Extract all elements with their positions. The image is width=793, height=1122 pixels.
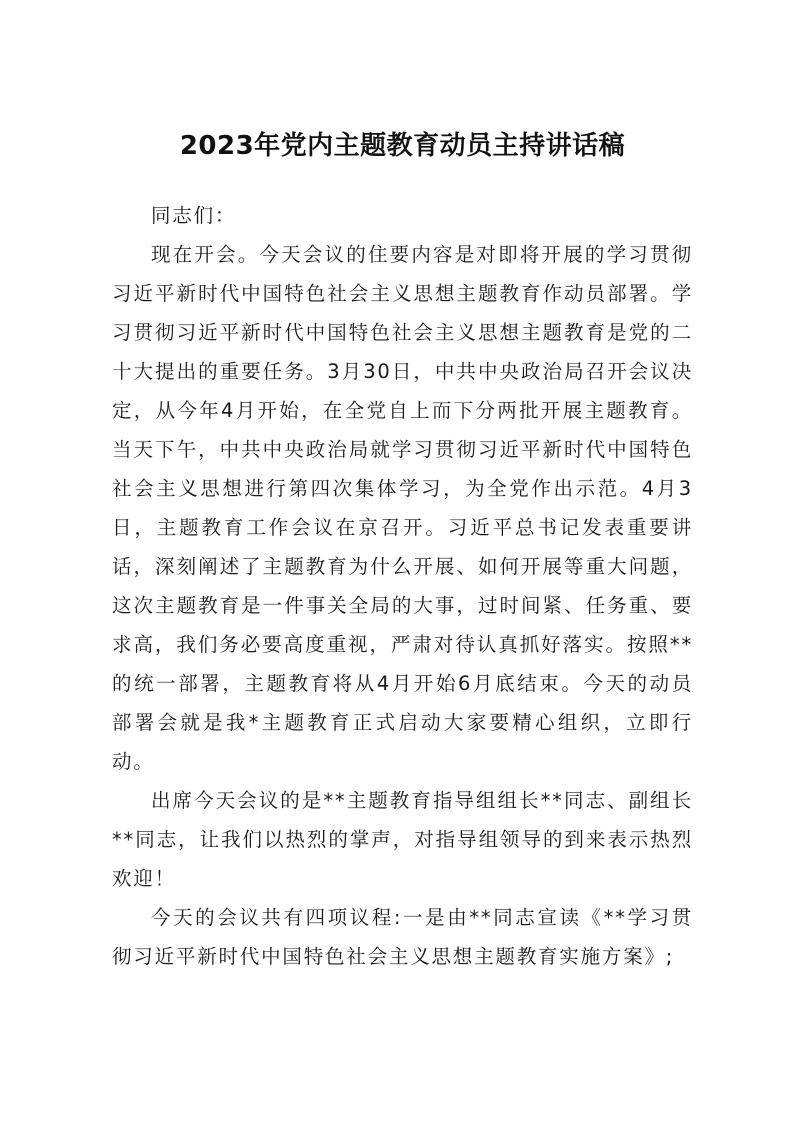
document-body xyxy=(112,196,693,976)
body-paragraph: 今天的会议共有四项议程:一是由**同志宣读《**学习贯彻习近平新时代中国特色社会主义思想主题教育实施方案》; xyxy=(112,906,693,968)
body-paragraph: 出席今天会议的是**主题教育指导组组长**同志、副组长**同志，让我们以热烈的掌声，对指导组领导的到来表示热烈欢迎！ xyxy=(112,789,693,890)
document-title: 2023年党内主题教育动员主持讲话稿 xyxy=(179,131,626,161)
body-paragraph: 现在开会。今天会议的住要内容是对即将开展的学习贯彻习近平新时代中国特色社会主义思想主题教育作动员部署。学习贯彻习近平新时代中国特色社会主义思想主题教育是党的二十大提出的重要任务。3月30日，中共中央政治局召开会议决定，从今年4月开始，在全党自上而下分两批开展主题教育。当天下午，中共中央政治局就学习贯彻习近平新时代中国特色社会主义思想进行第四次集体学习，为全党作出示范。4月3日，主题教育工作会议在京召开。习近平总书记发表重要讲话，深刻阐述了主题教育为什么开展、如何开展等重大问题，这次主题教育是一件事关全局的大事，过时间紧、任务重、要求高，我们务必要高度重视，严肃对待认真抓好落实。按照**的统一部署，主题教育将从4月开始6月底结束。今天的动员部署会就是我*主题教育正式启动大家要精心组织，立即行动。 xyxy=(112,243,693,773)
greeting-paragraph: 同志们： xyxy=(151,204,237,227)
